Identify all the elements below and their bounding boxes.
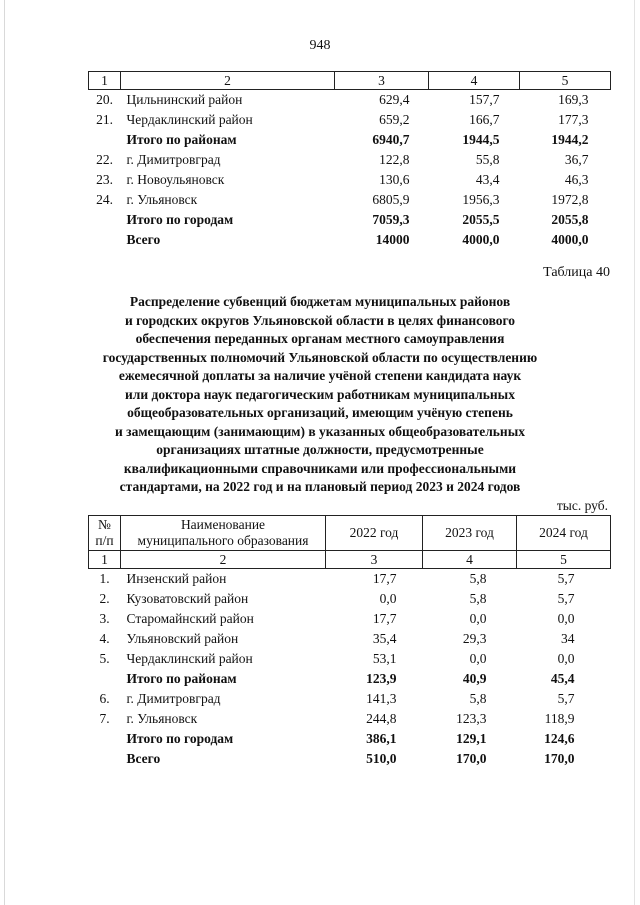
row-number: 1. <box>99 571 110 586</box>
table-row <box>89 609 611 629</box>
column-index: 4 <box>423 551 517 569</box>
title-line: квалификационными справочниками или профессиональными <box>123 460 517 476</box>
row-number: 22. <box>96 152 113 167</box>
column-index: 5 <box>520 72 611 90</box>
value-2024: 170,0 <box>544 751 575 766</box>
header-2023: 2023 год <box>423 516 517 551</box>
municipality-name: г. Ульяновск <box>126 192 198 207</box>
total-label: Всего <box>126 232 161 247</box>
table-row <box>89 170 611 190</box>
table-title <box>80 293 560 497</box>
municipality-name: Кузоватовский район <box>126 591 249 606</box>
municipality-name: Старомайнский район <box>126 611 254 626</box>
title-line: обеспечения переданных органам местного самоуправления <box>135 331 505 346</box>
municipality-name: г. Димитровград <box>126 691 221 706</box>
row-number: 3. <box>99 611 110 626</box>
value-2024: 5,7 <box>557 691 575 706</box>
value-2022: 53,1 <box>372 651 397 666</box>
value-2022: 17,7 <box>372 611 397 626</box>
header-2022: 2022 год <box>326 516 423 551</box>
value-2023: 5,8 <box>469 691 487 706</box>
table-row <box>89 689 611 709</box>
header-number-line2: п/п <box>95 533 114 548</box>
value-2023: 129,1 <box>456 731 487 746</box>
subtotal-row <box>89 669 611 689</box>
municipality-name: Цильнинский район <box>126 92 243 107</box>
value-2023: 5,8 <box>469 571 487 586</box>
subtotal-row <box>89 130 611 150</box>
value-2024: 118,9 <box>544 711 575 726</box>
value-2023: 123,3 <box>456 711 487 726</box>
value-2022: 123,9 <box>366 671 397 686</box>
header-2024: 2024 год <box>517 516 611 551</box>
value-col3: 6805,9 <box>372 192 410 207</box>
value-2022: 386,1 <box>366 731 397 746</box>
table-label: Таблица 40 <box>543 265 610 280</box>
header-name-line1: Наименование <box>180 517 266 532</box>
header-number-line1: № <box>98 517 111 532</box>
value-2023: 40,9 <box>462 671 487 686</box>
value-2022: 0,0 <box>379 591 397 606</box>
header-name <box>121 516 326 551</box>
value-col3: 122,8 <box>379 152 410 167</box>
row-number: 20. <box>96 92 113 107</box>
header-name-line2: муниципального образования <box>137 533 309 548</box>
row-number <box>89 210 121 230</box>
value-col4: 1944,5 <box>462 132 500 147</box>
municipality-name: Инзенский район <box>126 571 227 586</box>
row-number: 6. <box>99 691 110 706</box>
value-2022: 17,7 <box>372 571 397 586</box>
column-index: 2 <box>121 551 326 569</box>
value-2024: 34 <box>561 631 575 646</box>
column-index: 2 <box>121 72 335 90</box>
value-2024: 5,7 <box>557 591 575 606</box>
value-col4: 166,7 <box>469 112 500 127</box>
table-row <box>89 90 611 111</box>
table-continuation <box>88 71 611 250</box>
title-line: организациях штатные должности, предусмотренные <box>156 442 484 457</box>
subtotal-row <box>89 729 611 749</box>
value-col3: 7059,3 <box>372 212 410 227</box>
value-col4: 2055,5 <box>462 212 500 227</box>
title-line: государственных полномочий Ульяновской области по осуществлению <box>102 349 538 365</box>
page-edge-left <box>4 0 5 905</box>
row-number: 4. <box>99 631 110 646</box>
municipality-name: Ульяновский район <box>126 631 239 646</box>
subtotal-row <box>89 210 611 230</box>
value-2024: 0,0 <box>557 611 575 626</box>
row-number: 7. <box>99 711 110 726</box>
total-row <box>89 749 611 769</box>
value-col5: 177,3 <box>558 112 589 127</box>
value-col5: 4000,0 <box>551 232 589 247</box>
row-number: 24. <box>96 192 113 207</box>
column-index: 3 <box>326 551 423 569</box>
value-col4: 55,8 <box>475 152 500 167</box>
column-index: 1 <box>89 551 121 569</box>
value-col3: 14000 <box>375 232 410 247</box>
title-line: общеобразовательных организаций, имеющим учёную степень <box>127 405 513 420</box>
value-col5: 2055,8 <box>551 212 589 227</box>
header-number <box>89 516 121 551</box>
table-row <box>89 150 611 170</box>
table-row <box>89 629 611 649</box>
value-col5: 1944,2 <box>551 132 589 147</box>
column-index-row <box>89 72 611 90</box>
currency-unit: тыс. руб. <box>556 498 608 513</box>
row-number <box>89 749 121 769</box>
value-col4: 1956,3 <box>462 192 500 207</box>
row-number: 21. <box>96 112 113 127</box>
municipality-name: г. Ульяновск <box>126 711 198 726</box>
value-col4: 157,7 <box>469 92 500 107</box>
value-2022: 244,8 <box>366 711 397 726</box>
value-2024: 45,4 <box>550 671 575 686</box>
row-number: 2. <box>99 591 110 606</box>
value-2023: 5,8 <box>469 591 487 606</box>
value-2023: 0,0 <box>469 611 487 626</box>
column-index: 1 <box>89 72 121 90</box>
value-2023: 170,0 <box>456 751 487 766</box>
value-2024: 124,6 <box>544 731 575 746</box>
title-line: и городских округов Ульяновской области в целях финансового <box>124 312 516 328</box>
municipality-name: г. Новоульяновск <box>126 172 225 187</box>
table-row <box>89 190 611 210</box>
column-index: 3 <box>335 72 429 90</box>
column-index: 5 <box>517 551 611 569</box>
row-number <box>89 230 121 250</box>
subtotal-label: Итого по городам <box>126 212 234 227</box>
value-col3: 6940,7 <box>372 132 410 147</box>
value-col5: 36,7 <box>564 152 589 167</box>
value-col3: 659,2 <box>379 112 410 127</box>
column-index: 4 <box>429 72 520 90</box>
municipality-name: г. Димитровград <box>126 152 221 167</box>
title-line: стандартами, на 2022 год и на плановый период 2023 и 2024 годов <box>119 479 521 494</box>
row-number <box>89 130 121 150</box>
value-2023: 0,0 <box>469 651 487 666</box>
column-header-row <box>89 516 611 551</box>
title-line: или доктора наук педагогическим работникам муниципальных <box>125 386 515 402</box>
subtotal-label: Итого по районам <box>126 671 237 686</box>
table-40 <box>88 515 611 769</box>
value-col5: 169,3 <box>558 92 589 107</box>
value-col4: 43,4 <box>475 172 500 187</box>
municipality-name: Чердаклинский район <box>126 651 253 666</box>
total-row <box>89 230 611 250</box>
value-2022: 35,4 <box>372 631 397 646</box>
title-line: ежемесячной доплаты за наличие учёной степени кандидата наук <box>118 368 522 383</box>
value-col4: 4000,0 <box>462 232 500 247</box>
table-row <box>89 110 611 130</box>
table-row <box>89 569 611 590</box>
table-row <box>89 709 611 729</box>
title-line: Распределение субвенций бюджетам муниципальных районов <box>129 294 511 309</box>
value-col5: 46,3 <box>564 172 589 187</box>
value-2024: 5,7 <box>557 571 575 586</box>
value-col3: 130,6 <box>379 172 410 187</box>
row-number <box>89 669 121 689</box>
subtotal-label: Итого по районам <box>126 132 237 147</box>
value-col3: 629,4 <box>379 92 410 107</box>
subtotal-label: Итого по городам <box>126 731 234 746</box>
page-number: 948 <box>309 38 331 53</box>
row-number <box>89 729 121 749</box>
row-number: 5. <box>99 651 110 666</box>
total-label: Всего <box>126 751 161 766</box>
value-2022: 141,3 <box>366 691 397 706</box>
value-2023: 29,3 <box>462 631 487 646</box>
table-row <box>89 649 611 669</box>
row-number: 23. <box>96 172 113 187</box>
page-edge-right <box>634 0 635 905</box>
table-row <box>89 589 611 609</box>
title-line: и замещающим (занимающим) в указанных общеобразовательных <box>114 423 525 439</box>
municipality-name: Чердаклинский район <box>126 112 253 127</box>
value-col5: 1972,8 <box>551 192 589 207</box>
column-index-row <box>89 551 611 569</box>
value-2024: 0,0 <box>557 651 575 666</box>
value-2022: 510,0 <box>366 751 397 766</box>
